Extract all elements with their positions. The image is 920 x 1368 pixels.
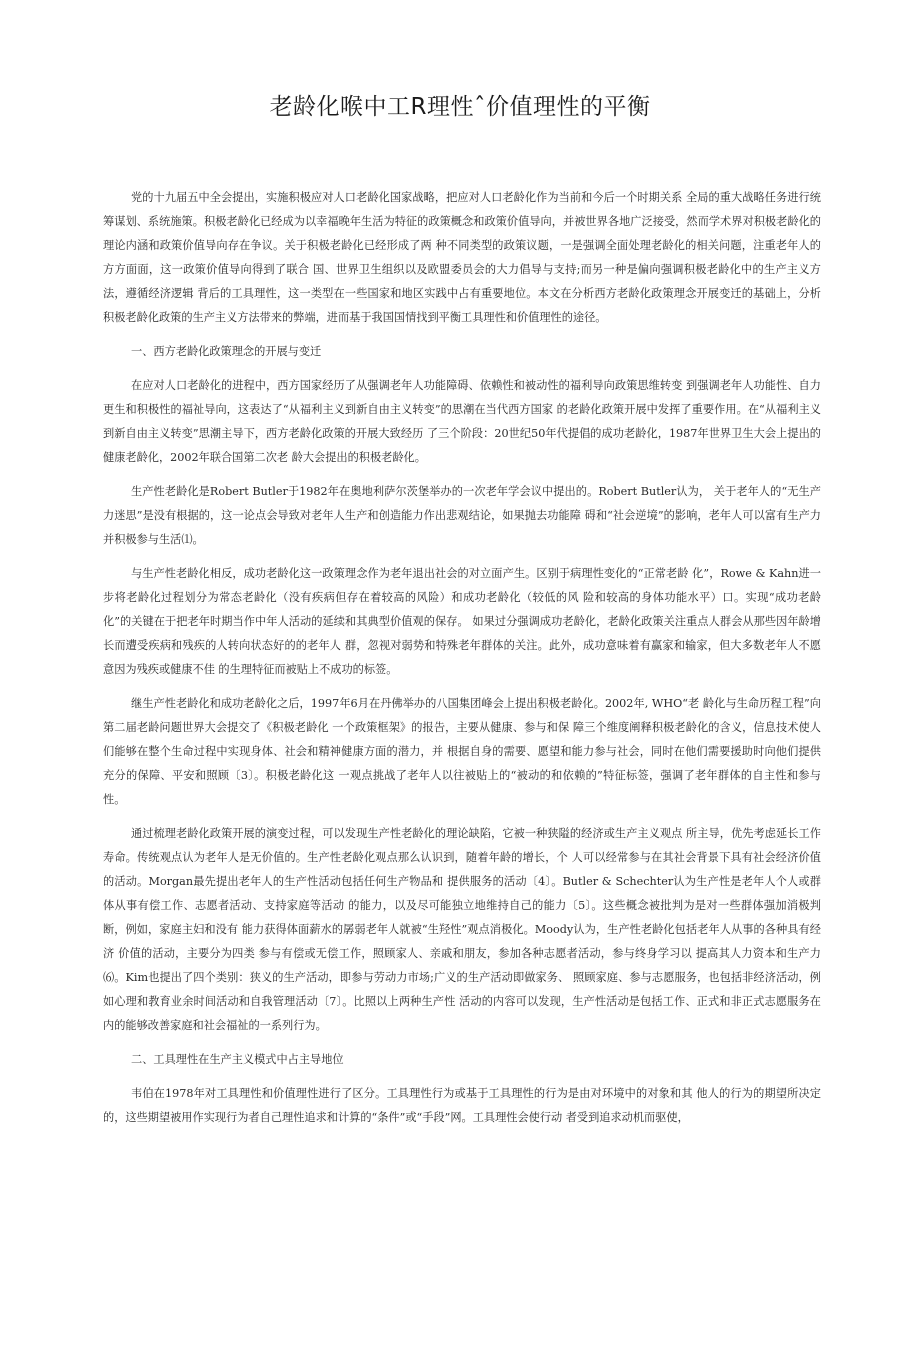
paragraph-2: 生产性老龄化是Robert Butler于1982年在奥地利萨尔茨堡举办的一次老年学会议中提出的。Robert Butler认为， 关于老年人的“无生产力迷思”是没有根据的，这一论点会导致对老年人生产和创造能力作出悲观结论，如果抛去功能障 碍和“社会逆境”的影响，老年人可以富有生产力并积极参与生活⑴。 bbox=[103, 485, 821, 546]
paragraph-1: 在应对人口老龄化的进程中，西方国家经历了从强调老年人功能障碍、依赖性和被动性的福利导向政策思维转变 到强调老年人功能性、自力更生和积极性的福祉导向，这表达了“从福利主义到新自由主义转变”的思潮在当代西方国家 的老龄化政策开展中发挥了重要作用。在“从福利主义到新自由主义转变”思潮主导下，西方老龄化政策的开展大致经历 了三个阶段：20世纪50年代提倡的成功老龄化，1987年世界卫生大会上提出的健康老龄化，2002年联合国第二次老 龄大会提出的积极老龄化。 bbox=[103, 379, 821, 464]
document-body bbox=[103, 186, 821, 1140]
paragraph-intro: 党的十九届五中全会提出，实施积极应对人口老龄化国家战略，把应对人口老龄化作为当前和今后一个时期关系 全局的重大战略任务进行统筹谋划、系统施策。积极老龄化已经成为以幸福晚年生活为特征的政策概念和政策价值导向，并被世界各地广泛接受，然而学术界对积极老龄化的理论内涵和政策价值导向存在争议。关于积极老龄化已经形成了两 种不同类型的政策议题，一是强调全面处理老龄化的相关问题，注重老年人的方方面面，这一政策价值导向得到了联合 国、世界卫生组织以及欧盟委员会的大力倡导与支持;而另一种是偏向强调积极老龄化中的生产主义方法，遵循经济逻辑 背后的工具理性，这一类型在一些国家和地区实践中占有重要地位。本文在分析西方老龄化政策理念开展变迁的基础上，分析积极老龄化政策的生产主义方法带来的弊端，进而基于我国国情找到平衡工具理性和价值理性的途径。 bbox=[103, 191, 821, 324]
paragraph-6: 韦伯在1978年对工具理性和价值理性进行了区分。工具理性行为或基于工具理性的行为是由对环境中的对象和其 他人的行为的期望所决定的，这些期望被用作实现行为者自己理性追求和计算的“条件”或“手段”网。工具理性会使行动 者受到追求动机而驱使， bbox=[103, 1087, 821, 1124]
section-heading-2: 二、工具理性在生产主义模式中占主导地位 bbox=[131, 1053, 344, 1066]
paragraph-4: 继生产性老龄化和成功老龄化之后，1997年6月在丹佛举办的八国集团峰会上提出积极老龄化。2002年, WHO“老 龄化与生命历程工程”向第二届老龄问题世界大会提交了《积极老龄化 一个政策框架》的报告，主要从健康、参与和保 障三个维度阐释积极老龄化的含义，信息技术使人们能够在整个生命过程中实现身体、社会和精神健康方面的潜力，并 根据自身的需要、愿望和能力参与社会，同时在他们需要援助时向他们提供充分的保障、平安和照顾〔3〕。积极老龄化这 一观点挑战了老年人以往被贴上的“被动的和依赖的”特征标签，强调了老年群体的自主性和参与性。 bbox=[103, 697, 821, 806]
section-heading-1: 一、西方老龄化政策理念的开展与变迁 bbox=[131, 345, 322, 358]
paragraph-5: 通过梳理老龄化政策开展的演变过程，可以发现生产性老龄化的理论缺陷，它被一种狭隘的经济或生产主义观点 所主导，优先考虑延长工作寿命。传统观点认为老年人是无价值的。生产性老龄化观点那么认识到，随着年龄的增长，个 人可以经常参与在其社会背景下具有社会经济价值的活动。Morgan最先提出老年人的生产性活动包括任何生产物品和 提供服务的活动〔4〕。Butler & Schechter认为生产性是老年人个人或群体从事有偿工作、志愿者活动、支持家庭等活动 的能力，以及尽可能独立地维持自己的能力〔5〕。这些概念被批判为是对一些群体强加消极判断，例如，家庭主妇和没有 能力获得体面薪水的孱弱老年人就被“生羟性”观点消极化。Moody认为，生产性老龄化包括老年人从事的各种具有经济 价值的活动，主要分为四类 参与有偿或无偿工作，照顾家人、亲戚和朋友，参加各种志愿者活动，参与终身学习以 提高其人力资本和生产力⑹。Kim也提出了四个类别：狭义的生产活动，即参与劳动力市场;广义的生产活动即做家务、 照顾家庭、参与志愿服务，也包括非经济活动，例如心理和教育业余时间活动和自我管理活动〔7〕。比照以上两种生产性 活动的内容可以发现，生产性活动是包括工作、正式和非正式志愿服务在内的能够改善家庭和社会福祉的一系列行为。 bbox=[103, 827, 821, 1032]
paragraph-3: 与生产性老龄化相反，成功老龄化这一政策理念作为老年退出社会的对立面产生。区别于病理性变化的“正常老龄 化”，Rowe & Kahn进一步将老龄化过程划分为常态老龄化（没有疾病但存在着较高的风险）和成功老龄化（较低的风 险和较高的身体功能水平）口。实现“成功老龄化”的关键在于把老年时期当作中年人活动的延续和其典型价值观的保存。 如果过分强调成功老龄化，老龄化政策关注重点人群会从那些因年龄增长而遭受疾病和残疾的人转向状态好的的老年人 群，忽视对弱势和特殊老年群体的关注。此外，成功意味着有赢家和输家，但大多数老年人不愿意因为残疾或健康不佳 的生理特征而被贴上不成功的标签。 bbox=[103, 567, 821, 676]
document-title: 老龄化喉中工R理性ˆ价值理性的平衡 bbox=[269, 94, 651, 120]
